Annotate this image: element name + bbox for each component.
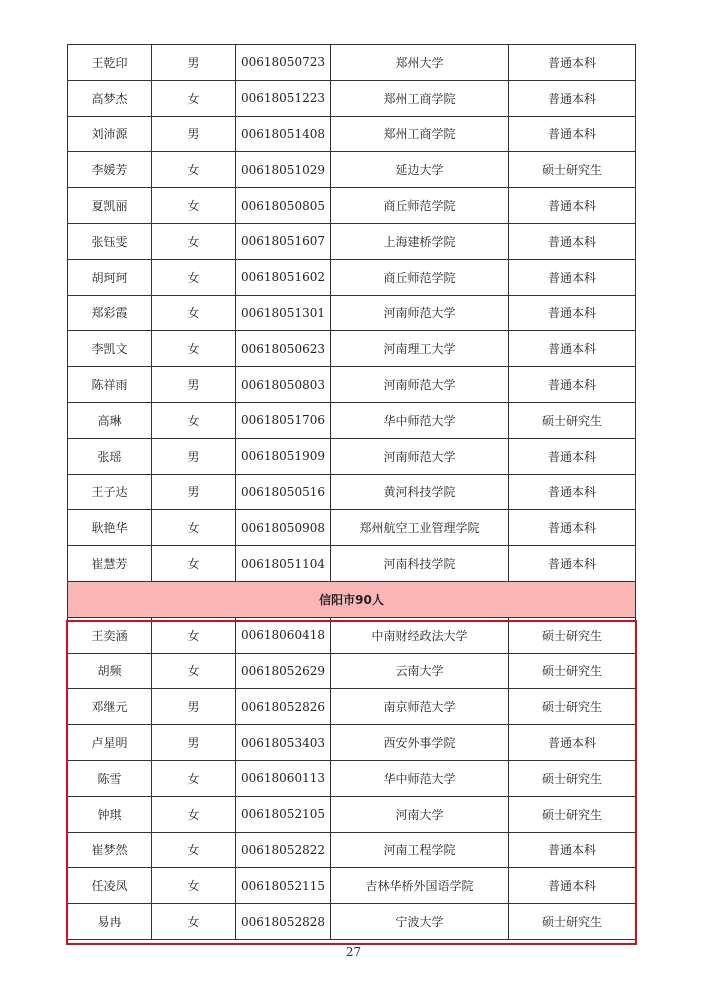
table-row (68, 80, 636, 116)
gender-cell: 女 (152, 796, 236, 832)
exam-id-cell: 00618050516 (236, 474, 331, 510)
table-row (68, 904, 636, 940)
table-row (68, 295, 636, 331)
education-cell: 普通本科 (509, 868, 636, 904)
gender-cell: 男 (152, 367, 236, 403)
table-row (68, 653, 636, 689)
name-cell: 易冉 (68, 904, 152, 940)
gender-cell: 女 (152, 402, 236, 438)
exam-id-cell: 00618060418 (236, 617, 331, 653)
education-cell: 硕士研究生 (509, 796, 636, 832)
gender-cell: 男 (152, 689, 236, 725)
table-row (68, 760, 636, 796)
school-cell: 河南工程学院 (331, 832, 509, 868)
exam-id-cell: 00618051602 (236, 259, 331, 295)
school-cell: 宁波大学 (331, 904, 509, 940)
name-cell: 张钰雯 (68, 223, 152, 259)
school-cell: 云南大学 (331, 653, 509, 689)
education-cell: 硕士研究生 (509, 904, 636, 940)
exam-id-cell: 00618051408 (236, 116, 331, 152)
candidate-table (67, 44, 636, 940)
school-cell: 河南大学 (331, 796, 509, 832)
school-cell: 郑州工商学院 (331, 80, 509, 116)
exam-id-cell: 00618051909 (236, 438, 331, 474)
name-cell: 胡珂珂 (68, 259, 152, 295)
section-heading: 信阳市90人 (68, 581, 636, 617)
name-cell: 夏凯丽 (68, 188, 152, 224)
table-row (68, 832, 636, 868)
table-row (68, 546, 636, 582)
education-cell: 普通本科 (509, 725, 636, 761)
education-cell: 硕士研究生 (509, 402, 636, 438)
table-row (68, 331, 636, 367)
school-cell: 郑州航空工业管理学院 (331, 510, 509, 546)
table-row (68, 188, 636, 224)
name-cell: 耿艳华 (68, 510, 152, 546)
name-cell: 邓继元 (68, 689, 152, 725)
education-cell: 普通本科 (509, 832, 636, 868)
school-cell: 黄河科技学院 (331, 474, 509, 510)
school-cell: 华中师范大学 (331, 402, 509, 438)
table-body-before-section (68, 45, 636, 582)
name-cell: 高梦杰 (68, 80, 152, 116)
education-cell: 普通本科 (509, 259, 636, 295)
table-row (68, 223, 636, 259)
school-cell: 商丘师范学院 (331, 188, 509, 224)
table-row (68, 725, 636, 761)
exam-id-cell: 00618050723 (236, 45, 331, 81)
education-cell: 硕士研究生 (509, 689, 636, 725)
gender-cell: 男 (152, 116, 236, 152)
name-cell: 胡频 (68, 653, 152, 689)
gender-cell: 男 (152, 438, 236, 474)
gender-cell: 女 (152, 510, 236, 546)
exam-id-cell: 00618052822 (236, 832, 331, 868)
table-row (68, 689, 636, 725)
section-row-group (68, 581, 636, 617)
name-cell: 崔梦然 (68, 832, 152, 868)
table-row (68, 45, 636, 81)
table-row (68, 438, 636, 474)
page-number: 27 (345, 945, 362, 959)
exam-id-cell: 00618050623 (236, 331, 331, 367)
gender-cell: 女 (152, 152, 236, 188)
education-cell: 普通本科 (509, 331, 636, 367)
school-cell: 河南科技学院 (331, 546, 509, 582)
name-cell: 崔慧芳 (68, 546, 152, 582)
name-cell: 王乾印 (68, 45, 152, 81)
exam-id-cell: 00618052629 (236, 653, 331, 689)
education-cell: 普通本科 (509, 116, 636, 152)
gender-cell: 女 (152, 188, 236, 224)
school-cell: 河南师范大学 (331, 295, 509, 331)
education-cell: 普通本科 (509, 474, 636, 510)
exam-id-cell: 00618052826 (236, 689, 331, 725)
education-cell: 普通本科 (509, 367, 636, 403)
school-cell: 华中师范大学 (331, 760, 509, 796)
education-cell: 普通本科 (509, 438, 636, 474)
education-cell: 硕士研究生 (509, 760, 636, 796)
gender-cell: 男 (152, 474, 236, 510)
exam-id-cell: 00618051607 (236, 223, 331, 259)
name-cell: 任凌凤 (68, 868, 152, 904)
exam-id-cell: 00618052105 (236, 796, 331, 832)
name-cell: 王奕涵 (68, 617, 152, 653)
school-cell: 西安外事学院 (331, 725, 509, 761)
name-cell: 张瑶 (68, 438, 152, 474)
table-row (68, 868, 636, 904)
exam-id-cell: 00618050908 (236, 510, 331, 546)
gender-cell: 女 (152, 223, 236, 259)
name-cell: 卢星明 (68, 725, 152, 761)
table-row (68, 617, 636, 653)
name-cell: 李媛芳 (68, 152, 152, 188)
education-cell: 硕士研究生 (509, 152, 636, 188)
gender-cell: 女 (152, 259, 236, 295)
gender-cell: 男 (152, 725, 236, 761)
exam-id-cell: 00618052828 (236, 904, 331, 940)
gender-cell: 女 (152, 760, 236, 796)
exam-id-cell: 00618051029 (236, 152, 331, 188)
exam-id-cell: 00618052115 (236, 868, 331, 904)
exam-id-cell: 00618050805 (236, 188, 331, 224)
name-cell: 刘沛源 (68, 116, 152, 152)
gender-cell: 男 (152, 45, 236, 81)
name-cell: 陈祥雨 (68, 367, 152, 403)
school-cell: 河南师范大学 (331, 367, 509, 403)
exam-id-cell: 00618050803 (236, 367, 331, 403)
exam-id-cell: 00618051301 (236, 295, 331, 331)
school-cell: 延边大学 (331, 152, 509, 188)
name-cell: 钟琪 (68, 796, 152, 832)
table-row (68, 259, 636, 295)
table-row (68, 152, 636, 188)
gender-cell: 女 (152, 868, 236, 904)
education-cell: 普通本科 (509, 295, 636, 331)
exam-id-cell: 00618051104 (236, 546, 331, 582)
table-body-highlighted-section (68, 617, 636, 939)
name-cell: 郑彩霞 (68, 295, 152, 331)
section-header-row (68, 581, 636, 617)
table-row (68, 367, 636, 403)
gender-cell: 女 (152, 80, 236, 116)
exam-id-cell: 00618053403 (236, 725, 331, 761)
gender-cell: 女 (152, 295, 236, 331)
table-row (68, 796, 636, 832)
name-cell: 李凯文 (68, 331, 152, 367)
gender-cell: 女 (152, 546, 236, 582)
table-row (68, 116, 636, 152)
exam-id-cell: 00618060113 (236, 760, 331, 796)
education-cell: 硕士研究生 (509, 653, 636, 689)
school-cell: 南京师范大学 (331, 689, 509, 725)
education-cell: 普通本科 (509, 510, 636, 546)
education-cell: 普通本科 (509, 223, 636, 259)
name-cell: 陈雪 (68, 760, 152, 796)
school-cell: 河南师范大学 (331, 438, 509, 474)
exam-id-cell: 00618051223 (236, 80, 331, 116)
school-cell: 商丘师范学院 (331, 259, 509, 295)
education-cell: 普通本科 (509, 546, 636, 582)
name-cell: 高琳 (68, 402, 152, 438)
school-cell: 河南理工大学 (331, 331, 509, 367)
education-cell: 普通本科 (509, 80, 636, 116)
school-cell: 郑州大学 (331, 45, 509, 81)
exam-id-cell: 00618051706 (236, 402, 331, 438)
table-row (68, 510, 636, 546)
school-cell: 郑州工商学院 (331, 116, 509, 152)
gender-cell: 女 (152, 653, 236, 689)
gender-cell: 女 (152, 832, 236, 868)
school-cell: 中南财经政法大学 (331, 617, 509, 653)
school-cell: 吉林华桥外国语学院 (331, 868, 509, 904)
table-row (68, 402, 636, 438)
gender-cell: 女 (152, 331, 236, 367)
name-cell: 王子达 (68, 474, 152, 510)
school-cell: 上海建桥学院 (331, 223, 509, 259)
education-cell: 普通本科 (509, 45, 636, 81)
education-cell: 普通本科 (509, 188, 636, 224)
gender-cell: 女 (152, 617, 236, 653)
table-row (68, 474, 636, 510)
education-cell: 硕士研究生 (509, 617, 636, 653)
gender-cell: 女 (152, 904, 236, 940)
